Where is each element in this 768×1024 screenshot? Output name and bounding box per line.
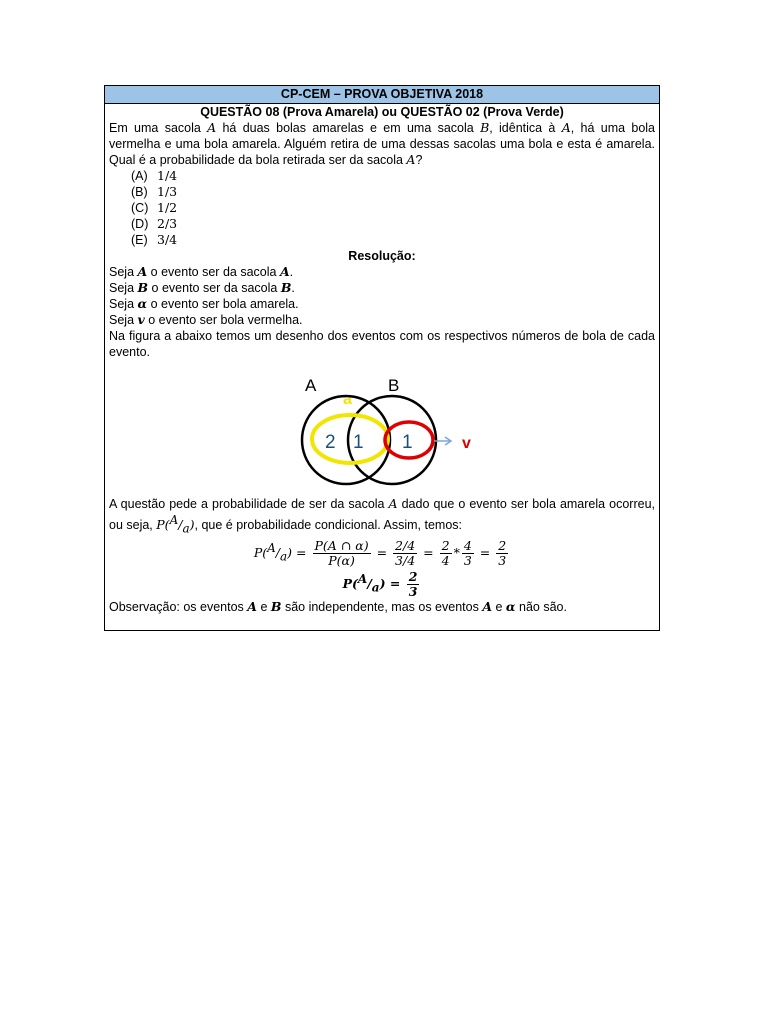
option-letter: (C)	[131, 201, 149, 215]
venn-number-right: 1	[402, 432, 413, 453]
answer-options	[131, 168, 655, 248]
exam-header: CP-CEM – PROVA OBJETIVA 2018	[105, 86, 659, 104]
circle-a	[302, 396, 390, 484]
question-box	[104, 85, 660, 631]
var-a: A	[406, 152, 416, 167]
option-letter: (D)	[131, 217, 149, 231]
venn-number-mid: 1	[353, 432, 364, 453]
option-d	[131, 216, 655, 232]
option-value: 1/4	[157, 168, 178, 183]
option-value: 1/3	[157, 184, 178, 199]
option-value: 2/3	[157, 216, 178, 231]
main-equation: $P(^A/_a)$ = $\frac{P(A \cap \alpha)}{P(\alpha)}$ = $\frac{2/4}{3/4}$ = $\frac{2}{4}$ * $\frac{4}{3}$ = $\frac{2}{3}$	[253, 537, 507, 568]
observation-text: Observação: os eventos A e B são independente, mas os eventos A e α não são.	[109, 598, 567, 614]
option-letter: (A)	[131, 169, 148, 183]
option-value: 3/4	[157, 232, 178, 247]
question-statement	[109, 120, 655, 168]
conclusion-text: A questão pede a probabilidade de ser da sacola A dado que o evento ser bola amarela ocorreu, ou seja, $P(^A/_a)$, que é probabilidade condicional. Assim, temos:	[109, 496, 655, 536]
var-a: A	[561, 120, 571, 135]
conditional-notation: $P(^A/_a)$	[156, 513, 195, 536]
venn-diagram	[257, 374, 507, 490]
option-a	[131, 168, 655, 184]
question-title: QUESTÃO 08 (Prova Amarela) ou QUESTÃO 02 (Prova Verde)	[200, 105, 564, 119]
statement-text-2: há duas bolas amarelas e em uma sacola	[216, 121, 481, 135]
var-b: B	[480, 120, 490, 135]
option-letter: (B)	[131, 185, 148, 199]
venn-label-a: A	[305, 376, 317, 395]
option-e	[131, 232, 655, 248]
var-a: A	[207, 120, 217, 135]
statement-text-5: ?	[415, 153, 423, 167]
statement-text-3: , idêntica à	[489, 121, 562, 135]
option-letter: (E)	[131, 233, 148, 247]
definition-line: Seja B o evento ser da sacola B.	[109, 280, 295, 295]
result-equation: $P(^A/_a)$ = $\frac{2}{3}$	[342, 568, 418, 599]
option-value: 1/2	[157, 200, 178, 215]
definition-line: Seja A o evento ser da sacola A.	[109, 264, 294, 279]
statement-text-4: , há uma bola vermelha e uma bola amarela. Alguém retira de uma dessas sacolas uma bola e esta é amarela. Qual é a probabilidade da bola retirada ser da sacola	[109, 121, 655, 167]
resolution-title: Resolução:	[348, 249, 416, 263]
venn-label-v: v	[462, 435, 471, 452]
question-content	[105, 104, 659, 615]
statement-text-1: Em uma sacola	[109, 121, 208, 135]
venn-number-left: 2	[325, 432, 336, 453]
venn-label-b: B	[388, 376, 400, 395]
definition-line: Seja v o evento ser bola vermelha.	[109, 312, 303, 327]
definition-line: Seja α o evento ser bola amarela.	[109, 296, 299, 311]
figure-intro-text: Na figura a abaixo temos um desenho dos eventos com os respectivos números de bola de cada evento.	[109, 329, 655, 359]
option-c	[131, 200, 655, 216]
venn-label-alpha: a	[343, 391, 352, 408]
option-b	[131, 184, 655, 200]
